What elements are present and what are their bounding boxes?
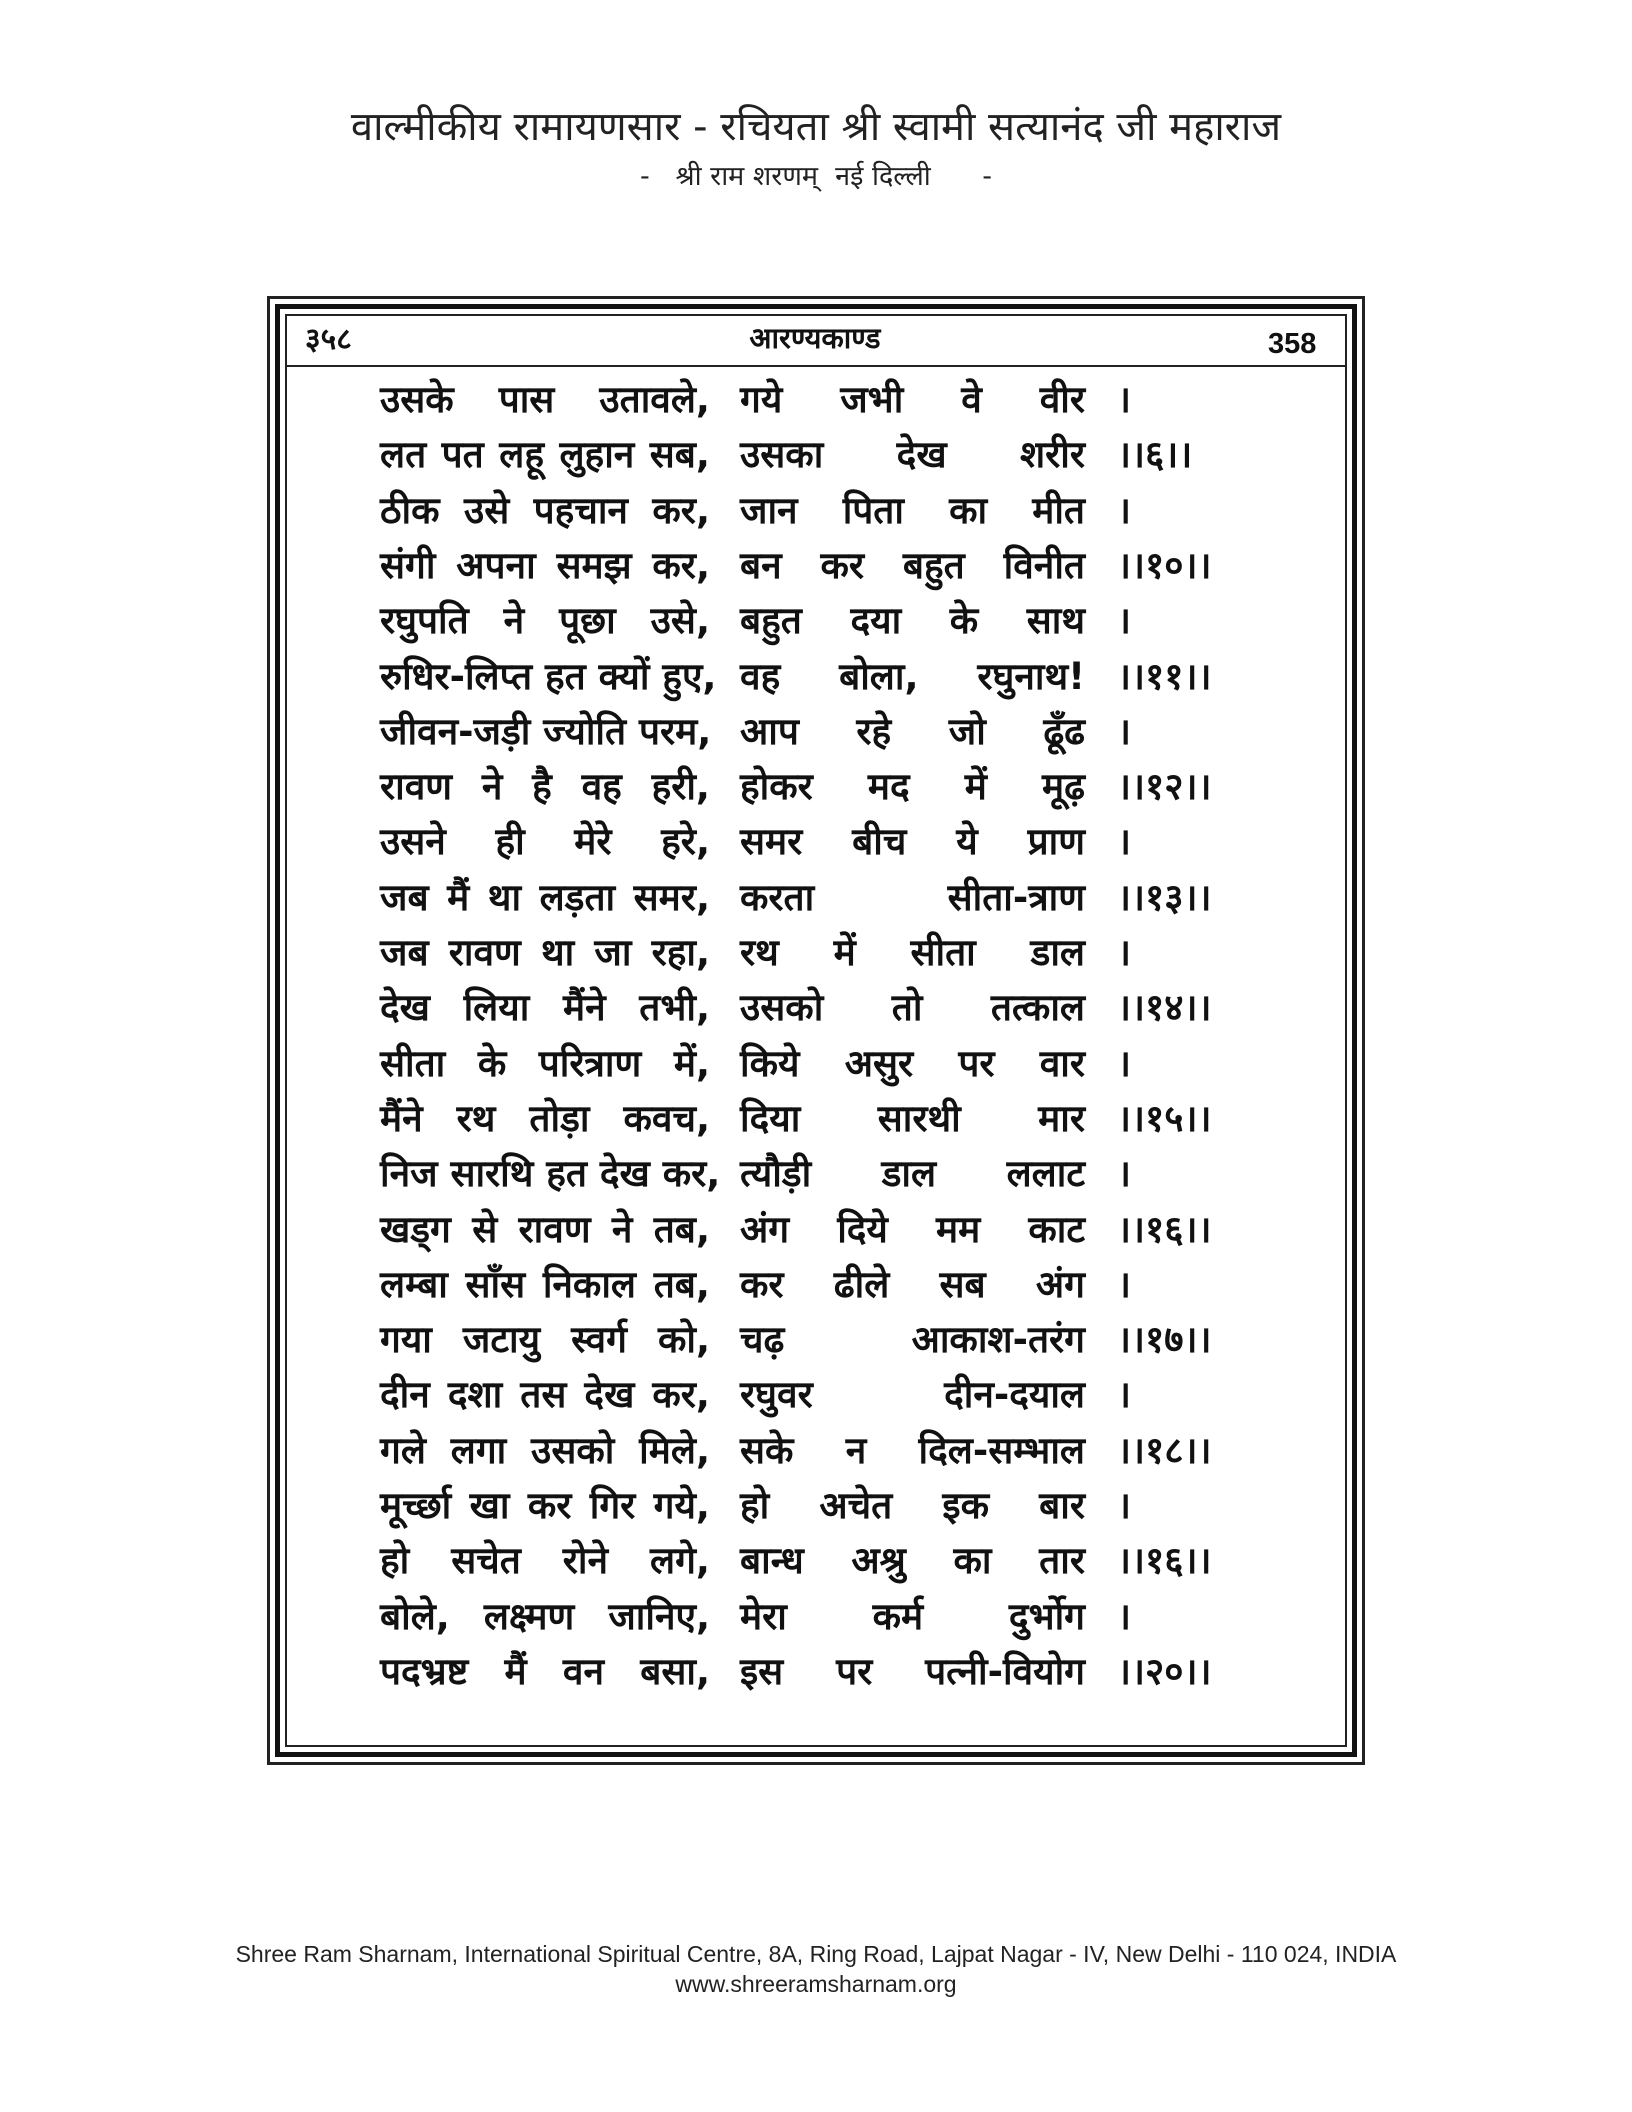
- verse-part-second: वह बोला, रघुनाथ!: [740, 654, 1085, 698]
- verse-end-mark: ।।२०।।: [1117, 1649, 1212, 1693]
- verse-line: [0, 1202, 1632, 1257]
- verse-part-first: रुधिर-लिप्त हत क्यों हुए,: [380, 654, 717, 698]
- verse-part-first: जब मैं था लड़ता समर,: [380, 875, 710, 919]
- verse-line: [0, 427, 1632, 482]
- page-number: 358: [1268, 328, 1317, 360]
- verse-end-mark: ।।११।।: [1117, 654, 1212, 698]
- verse-line: [0, 1644, 1632, 1699]
- verse-line: [0, 1589, 1632, 1644]
- verse-end-mark: ।।१२।।: [1117, 765, 1212, 809]
- verse-part-first: मैंने रथ तोड़ा कवच,: [380, 1096, 710, 1140]
- verse-line: [0, 1423, 1632, 1478]
- verse-part-second: बहुत दया के साथ: [740, 599, 1085, 643]
- verse-part-second: सके न दिल-सम्भाल: [740, 1428, 1085, 1472]
- verse-part-first: गया जटायु स्वर्ग को,: [380, 1318, 710, 1362]
- verse-line: [0, 980, 1632, 1035]
- verse-part-second: रथ में सीता डाल: [740, 931, 1085, 974]
- verse-part-first: उसके पास उतावले,: [380, 378, 710, 421]
- verse-part-first: ठीक उसे पहचान कर,: [380, 488, 710, 532]
- verse-end-mark: ।।१४।।: [1117, 986, 1212, 1030]
- verse-part-second: दिया सारथी मार: [740, 1096, 1085, 1140]
- footer-website: www.shreeramsharnam.org: [675, 1971, 957, 1997]
- verse-part-second: मेरा कर्म दुर्भोग: [740, 1594, 1085, 1638]
- verse-part-second: आप रहे जो ढूँढ: [740, 709, 1085, 753]
- verse-end-mark: ।।६।।: [1117, 433, 1193, 477]
- verse-part-second: बान्ध अश्रु का तार: [740, 1539, 1085, 1583]
- verse-part-second: किये असुर पर वार: [740, 1041, 1085, 1085]
- verse-end-mark: ।: [1117, 709, 1132, 753]
- verse-line: [0, 1146, 1632, 1201]
- verse-part-first: संगी अपना समझ कर,: [380, 543, 710, 587]
- page-number-devanagari: ३५८: [305, 322, 352, 357]
- verse-line: [0, 759, 1632, 814]
- verse-part-first: जब रावण था जा रहा,: [380, 931, 710, 974]
- verse-end-mark: ।: [1117, 1594, 1132, 1638]
- verse-part-first: मूर्च्छा खा कर गिर गये,: [380, 1484, 710, 1527]
- verse-part-first: देख लिया मैंने तभी,: [380, 986, 710, 1030]
- verse-line: [0, 1478, 1632, 1533]
- verse-line: [0, 870, 1632, 925]
- verse-line: [0, 1533, 1632, 1588]
- verse-part-second: जान पिता का मीत: [740, 488, 1085, 532]
- verse-line: [0, 593, 1632, 648]
- document-title: वाल्मीकीय रामायणसार - रचियता श्री स्वामी सत्यानंद जी महाराज: [350, 104, 1282, 150]
- verse-end-mark: ।: [1117, 1262, 1132, 1306]
- verse-part-second: उसको तो तत्काल: [740, 986, 1085, 1030]
- verse-part-first: रावण ने है वह हरी,: [380, 765, 710, 809]
- verse-end-mark: ।: [1117, 378, 1132, 421]
- verse-part-second: चढ़ आकाश-तरंग: [740, 1318, 1085, 1362]
- verse-end-mark: ।।१६।।: [1117, 1207, 1212, 1251]
- verse-line: [0, 538, 1632, 593]
- verse-part-first: रघुपति ने पूछा उसे,: [380, 599, 710, 643]
- verse-part-first: हो सचेत रोने लगे,: [380, 1539, 710, 1583]
- verse-end-mark: ।।१०।।: [1117, 543, 1212, 587]
- verse-line: [0, 1036, 1632, 1091]
- verse-line: [0, 1257, 1632, 1312]
- verse-line: [0, 649, 1632, 704]
- verse-part-second: उसका देख शरीर: [740, 433, 1085, 477]
- verse-line: [0, 925, 1632, 980]
- verse-end-mark: ।: [1117, 931, 1132, 974]
- document-subtitle: - श्री राम शरणम् नई दिल्ली -: [639, 161, 993, 192]
- section-title: आरण्यकाण्ड: [749, 321, 881, 355]
- verse-part-second: गये जभी वे वीर: [740, 378, 1085, 421]
- verse-part-second: बन कर बहुत विनीत: [740, 543, 1085, 587]
- verse-part-first: लत पत लहू लुहान सब,: [380, 433, 710, 477]
- verse-part-first: लम्बा साँस निकाल तब,: [380, 1262, 710, 1306]
- verse-line: [0, 704, 1632, 759]
- verse-part-first: बोले, लक्ष्मण जानिए,: [380, 1594, 710, 1638]
- verse-end-mark: ।: [1117, 820, 1132, 864]
- verse-line: [0, 1091, 1632, 1146]
- verse-end-mark: ।: [1117, 1373, 1132, 1417]
- verse-end-mark: ।: [1117, 1484, 1132, 1527]
- verse-line: [0, 1367, 1632, 1422]
- verse-part-first: सीता के परित्राण में,: [380, 1041, 710, 1085]
- verse-end-mark: ।।१७।।: [1117, 1318, 1212, 1362]
- verse-part-first: गले लगा उसको मिले,: [380, 1428, 710, 1472]
- verse-line: [0, 372, 1632, 427]
- verse-part-first: दीन दशा तस देख कर,: [380, 1373, 710, 1417]
- footer-address: Shree Ram Sharnam, International Spiritual Centre, 8A, Ring Road, Lajpat Nagar - IV, New Delhi - 110 024, INDIA: [235, 1941, 1397, 1967]
- verse-end-mark: ।।१८।।: [1117, 1428, 1212, 1472]
- verse-part-second: कर ढीले सब अंग: [740, 1262, 1085, 1306]
- header-divider: [285, 365, 1347, 367]
- verse-part-first: उसने ही मेरे हरे,: [380, 820, 710, 864]
- verse-end-mark: ।।१३।।: [1117, 875, 1212, 919]
- verse-end-mark: ।: [1117, 1152, 1132, 1196]
- verse-end-mark: ।।१५।।: [1117, 1096, 1212, 1140]
- verse-line: [0, 814, 1632, 869]
- verse-part-second: रघुवर दीन-दयाल: [740, 1373, 1085, 1417]
- verse-part-second: अंग दिये मम काट: [740, 1207, 1085, 1251]
- verse-part-second: करता सीता-त्राण: [740, 875, 1085, 919]
- verse-part-first: पदभ्रष्ट मैं वन बसा,: [380, 1649, 710, 1693]
- verse-end-mark: ।: [1117, 488, 1132, 532]
- verse-part-second: होकर मद में मूढ़: [740, 765, 1085, 809]
- verse-part-second: इस पर पत्नी-वियोग: [740, 1649, 1085, 1693]
- verse-line: [0, 1312, 1632, 1367]
- verse-end-mark: ।: [1117, 1041, 1132, 1085]
- verse-end-mark: ।।१६।।: [1117, 1539, 1212, 1583]
- verse-line: [0, 483, 1632, 538]
- verse-part-second: हो अचेत इक बार: [740, 1484, 1085, 1527]
- verse-part-first: खड्ग से रावण ने तब,: [380, 1207, 710, 1251]
- verse-end-mark: ।: [1117, 599, 1132, 643]
- verse-part-first: निज सारथि हत देख कर,: [380, 1152, 721, 1196]
- verse-part-second: त्यौड़ी डाल ललाट: [740, 1152, 1085, 1196]
- verse-part-first: जीवन-जड़ी ज्योति परम,: [380, 709, 712, 753]
- verse-part-second: समर बीच ये प्राण: [740, 820, 1085, 864]
